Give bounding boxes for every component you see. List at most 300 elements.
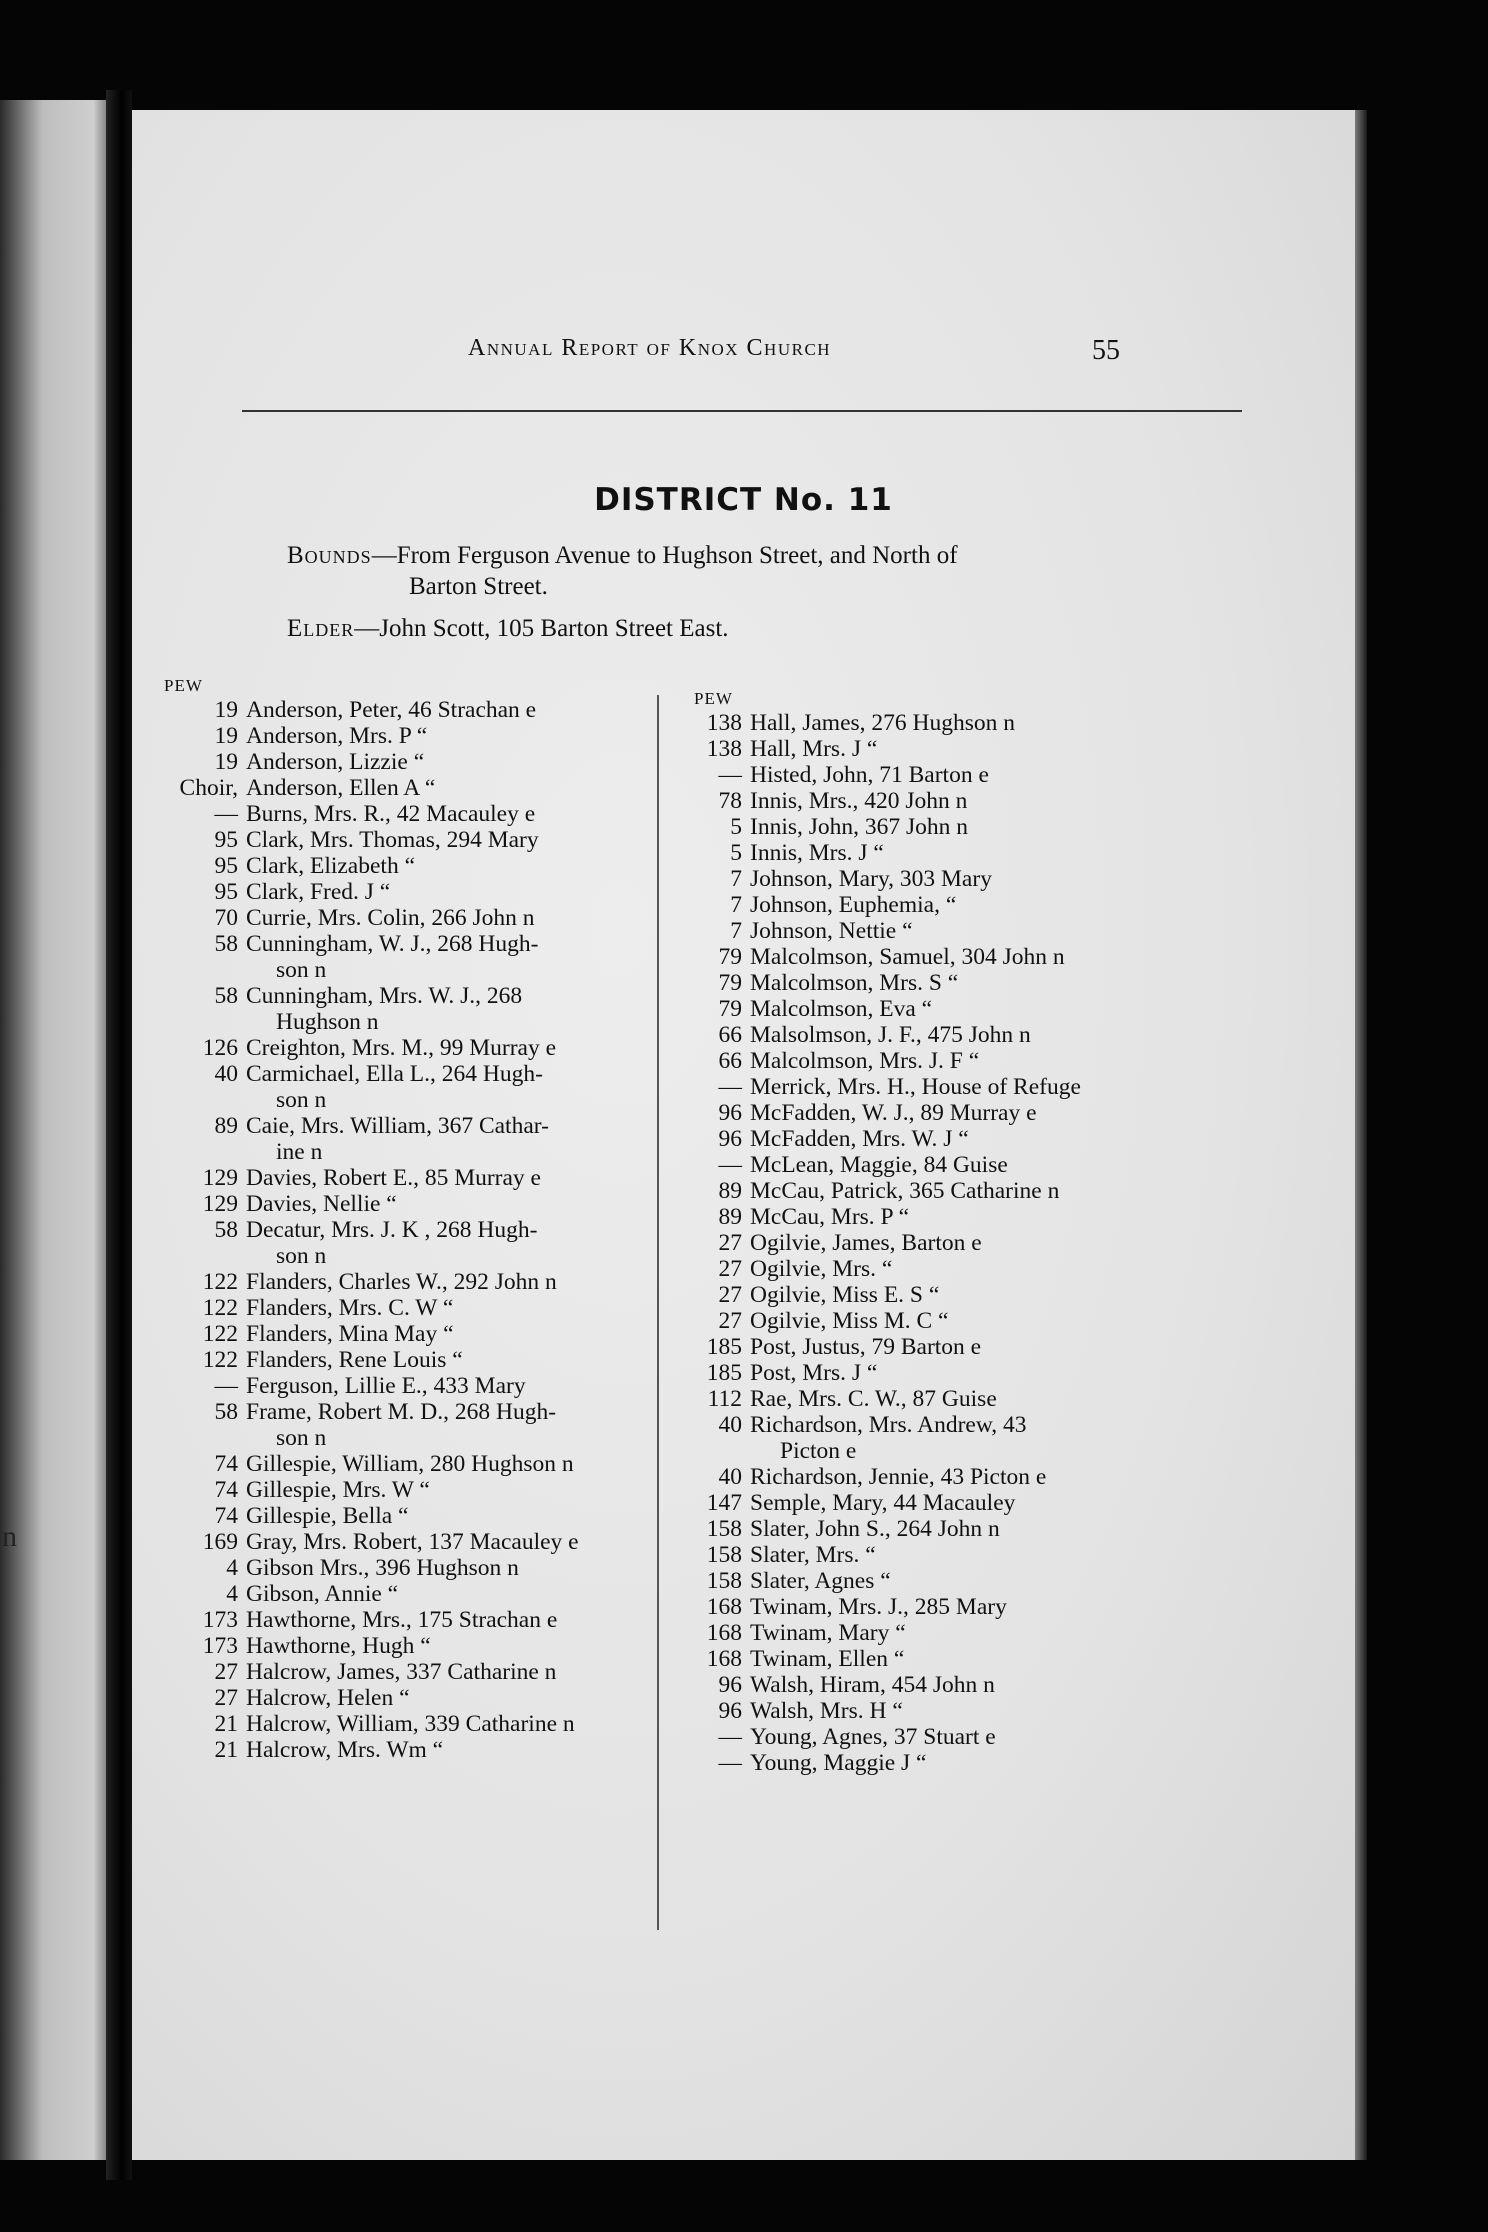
pew-number: 58 xyxy=(214,983,238,1009)
member-entry xyxy=(750,1646,1212,1672)
pew-number: 95 xyxy=(214,827,238,853)
left-column xyxy=(152,675,592,1763)
pew-number: 79 xyxy=(718,944,742,970)
member-entry xyxy=(750,1100,1212,1126)
pew-number: — xyxy=(718,1074,742,1100)
member-entry xyxy=(246,697,592,723)
member-entry xyxy=(246,1113,592,1165)
list-item xyxy=(682,866,1212,892)
member-entry xyxy=(750,1126,1212,1152)
list-item xyxy=(152,931,592,983)
member-entry xyxy=(750,1620,1212,1646)
member-name-address: Semple, Mary, 44 Macauley xyxy=(750,1490,1016,1516)
pew-number: — xyxy=(214,801,238,827)
member-name-address: Flanders, Mrs. C. W “ xyxy=(246,1295,454,1321)
member-name-address: Twinam, Mrs. J., 285 Mary xyxy=(750,1594,1007,1620)
member-name-address: Hall, James, 276 Hughson n xyxy=(750,710,1016,736)
member-entry xyxy=(246,1477,592,1503)
member-entry xyxy=(246,1685,592,1711)
member-entry xyxy=(750,762,1212,788)
entry-continuation: son n xyxy=(276,1243,327,1269)
facing-page-fragment: n xyxy=(2,1520,17,1553)
member-entry xyxy=(750,736,1212,762)
pew-number: 78 xyxy=(718,788,742,814)
elder-text: —John Scott, 105 Barton Street East. xyxy=(354,615,729,642)
pew-number: 138 xyxy=(706,710,742,736)
pew-number: 89 xyxy=(214,1113,238,1139)
list-item xyxy=(682,1542,1212,1568)
member-name-address: Carmichael, Ella L., 264 Hugh- xyxy=(246,1061,543,1087)
member-name-address: Twinam, Ellen “ xyxy=(750,1646,905,1672)
pew-number: 70 xyxy=(214,905,238,931)
pew-number: 122 xyxy=(202,1321,238,1347)
pew-number: 40 xyxy=(718,1464,742,1490)
list-item xyxy=(152,1347,592,1373)
pew-number: 173 xyxy=(202,1607,238,1633)
member-entry xyxy=(750,1230,1212,1256)
member-entry xyxy=(246,1347,592,1373)
pew-number: — xyxy=(718,1152,742,1178)
member-entry xyxy=(246,1061,592,1113)
entry-continuation: son n xyxy=(276,1425,327,1451)
member-name-address: McCau, Patrick, 365 Catharine n xyxy=(750,1178,1060,1204)
member-entry xyxy=(750,970,1212,996)
member-entry xyxy=(750,1750,1212,1776)
member-entry xyxy=(246,1607,592,1633)
list-item xyxy=(682,1152,1212,1178)
member-name-address: Clark, Fred. J “ xyxy=(246,879,391,905)
pew-number: — xyxy=(718,762,742,788)
member-name-address: Flanders, Mina May “ xyxy=(246,1321,454,1347)
member-name-address: Gibson, Annie “ xyxy=(246,1581,399,1607)
elder-label: Elder xyxy=(287,615,355,642)
pew-number: 4 xyxy=(226,1555,238,1581)
list-item xyxy=(682,1672,1212,1698)
member-name-address: Richardson, Jennie, 43 Picton e xyxy=(750,1464,1047,1490)
list-item xyxy=(682,1282,1212,1308)
member-name-address: Malcolmson, Eva “ xyxy=(750,996,933,1022)
member-name-address: Halcrow, James, 337 Catharine n xyxy=(246,1659,557,1685)
member-name-address: Slater, Mrs. “ xyxy=(750,1542,876,1568)
member-name-address: Creighton, Mrs. M., 99 Murray e xyxy=(246,1035,557,1061)
member-entry xyxy=(246,1529,592,1555)
page-number: 55 xyxy=(1092,335,1120,366)
entry-continuation: son n xyxy=(276,1087,327,1113)
member-entry xyxy=(246,1217,592,1269)
bounds-text: —From Ferguson Avenue to Hughson Street, and North of xyxy=(371,542,958,569)
member-entry xyxy=(750,1022,1212,1048)
list-item xyxy=(152,1269,592,1295)
member-name-address: Innis, Mrs., 420 John n xyxy=(750,788,968,814)
member-name-address: Rae, Mrs. C. W., 87 Guise xyxy=(750,1386,997,1412)
member-entry xyxy=(750,1334,1212,1360)
pew-number: — xyxy=(718,1750,742,1776)
pew-number: 158 xyxy=(706,1542,742,1568)
member-name-address: Ogilvie, Mrs. “ xyxy=(750,1256,893,1282)
member-name-address: Richardson, Mrs. Andrew, 43 xyxy=(750,1412,1027,1438)
list-item xyxy=(152,1555,592,1581)
pew-number: 4 xyxy=(226,1581,238,1607)
pew-number: 19 xyxy=(214,723,238,749)
member-name-address: Davies, Robert E., 85 Murray e xyxy=(246,1165,541,1191)
member-name-address: Gillespie, Bella “ xyxy=(246,1503,409,1529)
pew-number: 169 xyxy=(202,1529,238,1555)
pew-number: 112 xyxy=(707,1386,742,1412)
list-item xyxy=(152,1321,592,1347)
member-entry xyxy=(750,944,1212,970)
list-item xyxy=(682,1126,1212,1152)
list-item xyxy=(682,996,1212,1022)
member-name-address: Davies, Nellie “ xyxy=(246,1191,397,1217)
member-entry xyxy=(246,1165,592,1191)
pew-number: 58 xyxy=(214,1217,238,1243)
member-entry xyxy=(750,1724,1212,1750)
member-name-address: Innis, Mrs. J “ xyxy=(750,840,884,866)
header-rule xyxy=(242,410,1242,412)
column-divider xyxy=(657,695,659,1930)
member-name-address: Flanders, Rene Louis “ xyxy=(246,1347,463,1373)
member-entry xyxy=(750,1594,1212,1620)
member-entry xyxy=(750,1256,1212,1282)
list-item xyxy=(152,853,592,879)
pew-number: 138 xyxy=(706,736,742,762)
pew-number: 168 xyxy=(706,1620,742,1646)
member-name-address: Currie, Mrs. Colin, 266 John n xyxy=(246,905,535,931)
member-entry xyxy=(750,1152,1212,1178)
member-name-address: Halcrow, Mrs. Wm “ xyxy=(246,1737,444,1763)
list-item xyxy=(682,1308,1212,1334)
list-item xyxy=(682,840,1212,866)
member-name-address: Walsh, Hiram, 454 John n xyxy=(750,1672,995,1698)
entry-continuation: Picton e xyxy=(780,1438,857,1464)
member-name-address: Burns, Mrs. R., 42 Macauley e xyxy=(246,801,536,827)
member-name-address: Ferguson, Lillie E., 433 Mary xyxy=(246,1373,526,1399)
document-page xyxy=(132,110,1355,2160)
pew-number: — xyxy=(718,1724,742,1750)
list-item xyxy=(682,1360,1212,1386)
list-item xyxy=(682,1698,1212,1724)
member-entry xyxy=(246,1373,592,1399)
list-item xyxy=(682,1204,1212,1230)
list-item xyxy=(152,1217,592,1269)
pew-number: 66 xyxy=(718,1022,742,1048)
member-name-address: Clark, Mrs. Thomas, 294 Mary xyxy=(246,827,539,853)
pew-number: Choir, xyxy=(179,775,238,801)
member-name-address: Malcolmson, Mrs. S “ xyxy=(750,970,959,996)
member-entry xyxy=(750,1386,1212,1412)
facing-page-edge xyxy=(0,100,106,2160)
list-item xyxy=(682,892,1212,918)
member-entry xyxy=(246,1451,592,1477)
list-item xyxy=(152,1373,592,1399)
member-name-address: Halcrow, William, 339 Catharine n xyxy=(246,1711,575,1737)
pew-number: 7 xyxy=(730,866,742,892)
bounds-continuation: Barton Street. xyxy=(409,573,548,600)
pew-number: 79 xyxy=(718,970,742,996)
pew-number: 122 xyxy=(202,1269,238,1295)
member-entry xyxy=(750,892,1212,918)
running-title: Annual Report of Knox Church xyxy=(468,335,832,361)
pew-number: 89 xyxy=(718,1204,742,1230)
pew-number: 129 xyxy=(202,1191,238,1217)
member-name-address: McFadden, Mrs. W. J “ xyxy=(750,1126,969,1152)
list-item xyxy=(682,1230,1212,1256)
member-name-address: Gillespie, Mrs. W “ xyxy=(246,1477,430,1503)
member-entry xyxy=(246,1711,592,1737)
list-item xyxy=(152,1737,592,1763)
member-name-address: Caie, Mrs. William, 367 Cathar- xyxy=(246,1113,549,1139)
pew-number: 74 xyxy=(214,1477,238,1503)
list-item xyxy=(152,1529,592,1555)
member-name-address: Johnson, Mary, 303 Mary xyxy=(750,866,992,892)
list-item xyxy=(152,1191,592,1217)
pew-number: 122 xyxy=(202,1347,238,1373)
member-entry xyxy=(750,1178,1212,1204)
member-name-address: Young, Maggie J “ xyxy=(750,1750,927,1776)
member-entry xyxy=(246,905,592,931)
member-entry xyxy=(246,853,592,879)
pew-number: 129 xyxy=(202,1165,238,1191)
list-item xyxy=(152,983,592,1035)
pew-number: 19 xyxy=(214,697,238,723)
pew-number: 96 xyxy=(718,1126,742,1152)
member-name-address: Gibson Mrs., 396 Hughson n xyxy=(246,1555,519,1581)
list-item xyxy=(682,762,1212,788)
bounds-label: Bounds xyxy=(287,542,372,569)
member-entry xyxy=(750,1568,1212,1594)
list-item xyxy=(152,1061,592,1113)
member-entry xyxy=(750,1360,1212,1386)
pew-number: 158 xyxy=(706,1568,742,1594)
member-name-address: Ogilvie, Miss E. S “ xyxy=(750,1282,940,1308)
member-name-address: Young, Agnes, 37 Stuart e xyxy=(750,1724,996,1750)
member-name-address: Clark, Elizabeth “ xyxy=(246,853,415,879)
list-item xyxy=(682,1334,1212,1360)
member-name-address: McFadden, W. J., 89 Murray e xyxy=(750,1100,1037,1126)
member-name-address: Twinam, Mary “ xyxy=(750,1620,906,1646)
member-entry xyxy=(750,1516,1212,1542)
pew-number: — xyxy=(214,1373,238,1399)
list-item xyxy=(152,827,592,853)
entry-continuation: ine n xyxy=(276,1139,323,1165)
list-item xyxy=(682,1516,1212,1542)
member-entry xyxy=(750,814,1212,840)
list-item xyxy=(682,1724,1212,1750)
member-name-address: McCau, Mrs. P “ xyxy=(750,1204,910,1230)
pew-number: 27 xyxy=(718,1282,742,1308)
member-name-address: McLean, Maggie, 84 Guise xyxy=(750,1152,1008,1178)
pew-number: 40 xyxy=(214,1061,238,1087)
member-name-address: Johnson, Euphemia, “ xyxy=(750,892,957,918)
pew-number: 95 xyxy=(214,879,238,905)
bounds-paragraph xyxy=(287,540,1217,602)
member-entry xyxy=(750,1464,1212,1490)
entry-continuation: son n xyxy=(276,957,327,983)
list-item xyxy=(152,879,592,905)
list-item xyxy=(152,775,592,801)
pew-number: 96 xyxy=(718,1100,742,1126)
member-name-address: Malcolmson, Mrs. J. F “ xyxy=(750,1048,980,1074)
member-name-address: Hall, Mrs. J “ xyxy=(750,736,878,762)
list-item xyxy=(152,1581,592,1607)
member-entry xyxy=(246,1737,592,1763)
member-entry xyxy=(246,1321,592,1347)
member-entry xyxy=(246,1503,592,1529)
member-entry xyxy=(750,996,1212,1022)
member-name-address: Post, Mrs. J “ xyxy=(750,1360,878,1386)
member-entry xyxy=(246,1191,592,1217)
list-item xyxy=(682,1074,1212,1100)
pew-number: 74 xyxy=(214,1451,238,1477)
member-entry xyxy=(246,983,592,1035)
member-entry xyxy=(750,1490,1212,1516)
member-entry xyxy=(750,1048,1212,1074)
member-entry xyxy=(246,1269,592,1295)
list-item xyxy=(682,1594,1212,1620)
pew-number: 74 xyxy=(214,1503,238,1529)
list-item xyxy=(682,970,1212,996)
list-item xyxy=(152,1113,592,1165)
member-entry xyxy=(246,1659,592,1685)
elder-line xyxy=(287,615,729,643)
list-item xyxy=(682,710,1212,736)
pew-number: 185 xyxy=(706,1360,742,1386)
member-name-address: Anderson, Peter, 46 Strachan e xyxy=(246,697,537,723)
pew-number: 185 xyxy=(706,1334,742,1360)
pew-number: 66 xyxy=(718,1048,742,1074)
member-entry xyxy=(750,788,1212,814)
member-name-address: Anderson, Mrs. P “ xyxy=(246,723,428,749)
pew-number: 27 xyxy=(214,1659,238,1685)
member-entry xyxy=(750,1542,1212,1568)
pew-number: 58 xyxy=(214,1399,238,1425)
list-item xyxy=(682,1256,1212,1282)
pew-number: 79 xyxy=(718,996,742,1022)
list-item xyxy=(682,736,1212,762)
member-entry xyxy=(750,1282,1212,1308)
member-entry xyxy=(246,1035,592,1061)
list-item xyxy=(682,1178,1212,1204)
member-entry xyxy=(750,866,1212,892)
member-entry xyxy=(246,749,592,775)
member-entry xyxy=(246,1295,592,1321)
member-entry xyxy=(246,775,592,801)
list-item xyxy=(152,1607,592,1633)
list-item xyxy=(152,905,592,931)
pew-number: 95 xyxy=(214,853,238,879)
list-item xyxy=(682,918,1212,944)
member-entry xyxy=(246,1633,592,1659)
district-title: DISTRICT No. 11 xyxy=(594,482,893,518)
pew-number: 122 xyxy=(202,1295,238,1321)
member-name-address: Histed, John, 71 Barton e xyxy=(750,762,989,788)
pew-number: 27 xyxy=(214,1685,238,1711)
pew-column-header: PEW xyxy=(694,689,733,708)
list-item xyxy=(682,1048,1212,1074)
member-name-address: Anderson, Ellen A “ xyxy=(246,775,436,801)
member-entry xyxy=(750,1308,1212,1334)
member-name-address: Walsh, Mrs. H “ xyxy=(750,1698,903,1724)
list-item xyxy=(152,1451,592,1477)
member-entry xyxy=(750,918,1212,944)
member-entry xyxy=(246,827,592,853)
list-item xyxy=(152,723,592,749)
list-item xyxy=(152,1659,592,1685)
member-name-address: Hawthorne, Mrs., 175 Strachan e xyxy=(246,1607,558,1633)
member-name-address: Malcolmson, Samuel, 304 John n xyxy=(750,944,1065,970)
list-item xyxy=(682,944,1212,970)
pew-column-header: PEW xyxy=(164,676,203,695)
member-entry xyxy=(246,1555,592,1581)
pew-number: 173 xyxy=(202,1633,238,1659)
member-entry xyxy=(246,931,592,983)
member-name-address: Malsolmson, J. F., 475 John n xyxy=(750,1022,1031,1048)
pew-number: 126 xyxy=(202,1035,238,1061)
list-item xyxy=(682,1750,1212,1776)
member-entry xyxy=(750,1204,1212,1230)
member-entry xyxy=(750,840,1212,866)
list-item xyxy=(682,1646,1212,1672)
pew-number: 168 xyxy=(706,1594,742,1620)
member-entry xyxy=(750,1074,1212,1100)
list-item xyxy=(152,749,592,775)
member-name-address: Gray, Mrs. Robert, 137 Macauley e xyxy=(246,1529,579,1555)
member-entry xyxy=(246,1399,592,1451)
pew-number: 21 xyxy=(214,1737,238,1763)
member-name-address: Post, Justus, 79 Barton e xyxy=(750,1334,982,1360)
pew-number: 96 xyxy=(718,1698,742,1724)
list-item xyxy=(682,1386,1212,1412)
list-item xyxy=(682,1100,1212,1126)
pew-number: 147 xyxy=(706,1490,742,1516)
member-name-address: Merrick, Mrs. H., House of Refuge xyxy=(750,1074,1081,1100)
pew-number: 7 xyxy=(730,918,742,944)
pew-number: 168 xyxy=(706,1646,742,1672)
pew-number: 27 xyxy=(718,1230,742,1256)
list-item xyxy=(152,1503,592,1529)
pew-number: 158 xyxy=(706,1516,742,1542)
member-name-address: Flanders, Charles W., 292 John n xyxy=(246,1269,557,1295)
member-name-address: Cunningham, Mrs. W. J., 268 xyxy=(246,983,523,1009)
pew-number: 19 xyxy=(214,749,238,775)
pew-number: 7 xyxy=(730,892,742,918)
page-edge-shadow xyxy=(1355,110,1367,2160)
member-entry xyxy=(750,1672,1212,1698)
entry-continuation: Hughson n xyxy=(276,1009,379,1035)
member-name-address: Anderson, Lizzie “ xyxy=(246,749,425,775)
list-item xyxy=(682,788,1212,814)
list-item xyxy=(682,1490,1212,1516)
pew-number: 89 xyxy=(718,1178,742,1204)
member-name-address: Slater, John S., 264 John n xyxy=(750,1516,1000,1542)
member-entry xyxy=(246,801,592,827)
member-name-address: Decatur, Mrs. J. K , 268 Hugh- xyxy=(246,1217,538,1243)
list-item xyxy=(682,1464,1212,1490)
pew-number: 21 xyxy=(214,1711,238,1737)
member-name-address: Johnson, Nettie “ xyxy=(750,918,913,944)
list-item xyxy=(682,1022,1212,1048)
list-item xyxy=(152,1035,592,1061)
pew-number: 27 xyxy=(718,1308,742,1334)
list-item xyxy=(152,1295,592,1321)
pew-number: 96 xyxy=(718,1672,742,1698)
pew-number: 58 xyxy=(214,931,238,957)
list-item xyxy=(682,1620,1212,1646)
list-item xyxy=(682,814,1212,840)
member-entry xyxy=(750,710,1212,736)
member-name-address: Gillespie, William, 280 Hughson n xyxy=(246,1451,574,1477)
member-name-address: Frame, Robert M. D., 268 Hugh- xyxy=(246,1399,557,1425)
